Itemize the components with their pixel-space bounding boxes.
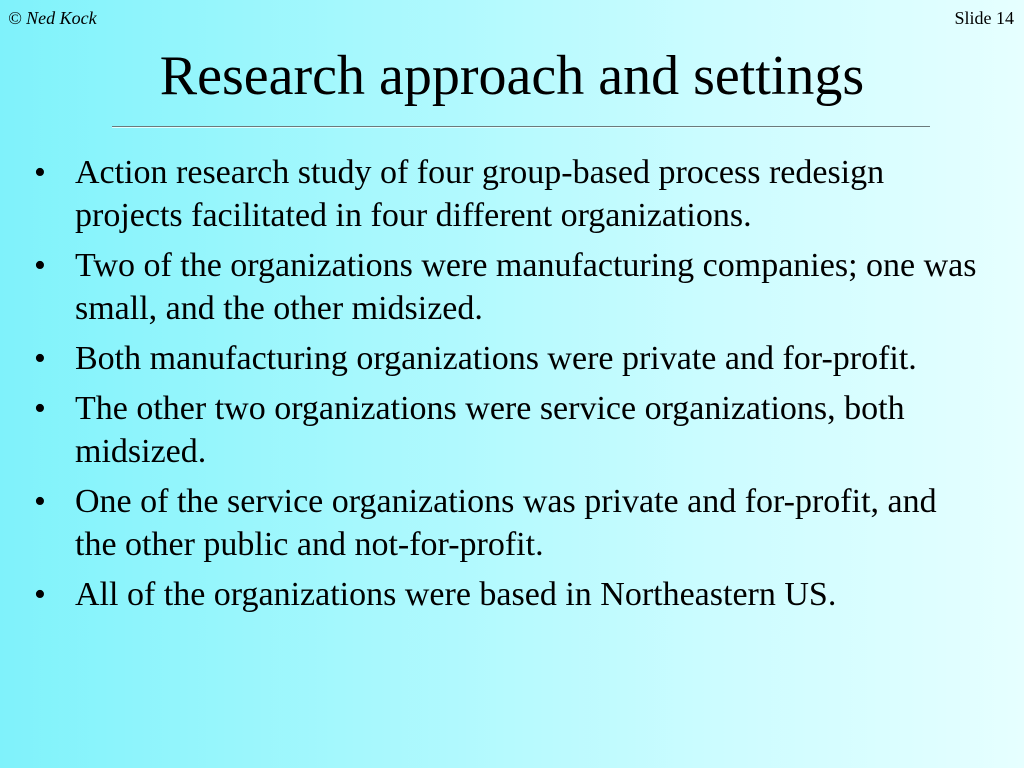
title-divider	[112, 126, 930, 128]
slide-number: Slide 14	[954, 8, 1014, 28]
bullet-text: Two of the organizations were manufacturing companies; one was small, and the other midsized.	[75, 247, 977, 327]
bullet-item	[34, 151, 984, 237]
bullet-text: Action research study of four group-based process redesign projects facilitated in four different organizations.	[75, 154, 885, 234]
copyright-text: © Ned Kock	[8, 8, 97, 28]
bullet-icon: •	[34, 483, 46, 520]
bullet-icon: •	[34, 247, 46, 284]
bullet-text: All of the organizations were based in Northeastern US.	[75, 576, 837, 613]
bullet-text: Both manufacturing organizations were private and for-profit.	[75, 340, 917, 377]
slide-title: Research approach and settings	[159, 45, 865, 107]
bullet-item	[34, 337, 984, 380]
bullet-icon: •	[34, 576, 46, 613]
bullet-icon: •	[34, 154, 46, 191]
bullet-list	[34, 151, 984, 623]
bullet-item	[34, 387, 984, 473]
bullet-text: One of the service organizations was private and for-profit, and the other public and not-for-profit.	[75, 483, 937, 563]
bullet-item	[34, 244, 984, 330]
bullet-icon: •	[34, 340, 46, 377]
bullet-item	[34, 573, 984, 616]
bullet-item	[34, 480, 984, 566]
bullet-text: The other two organizations were service organizations, both midsized.	[75, 390, 905, 470]
bullet-icon: •	[34, 390, 46, 427]
